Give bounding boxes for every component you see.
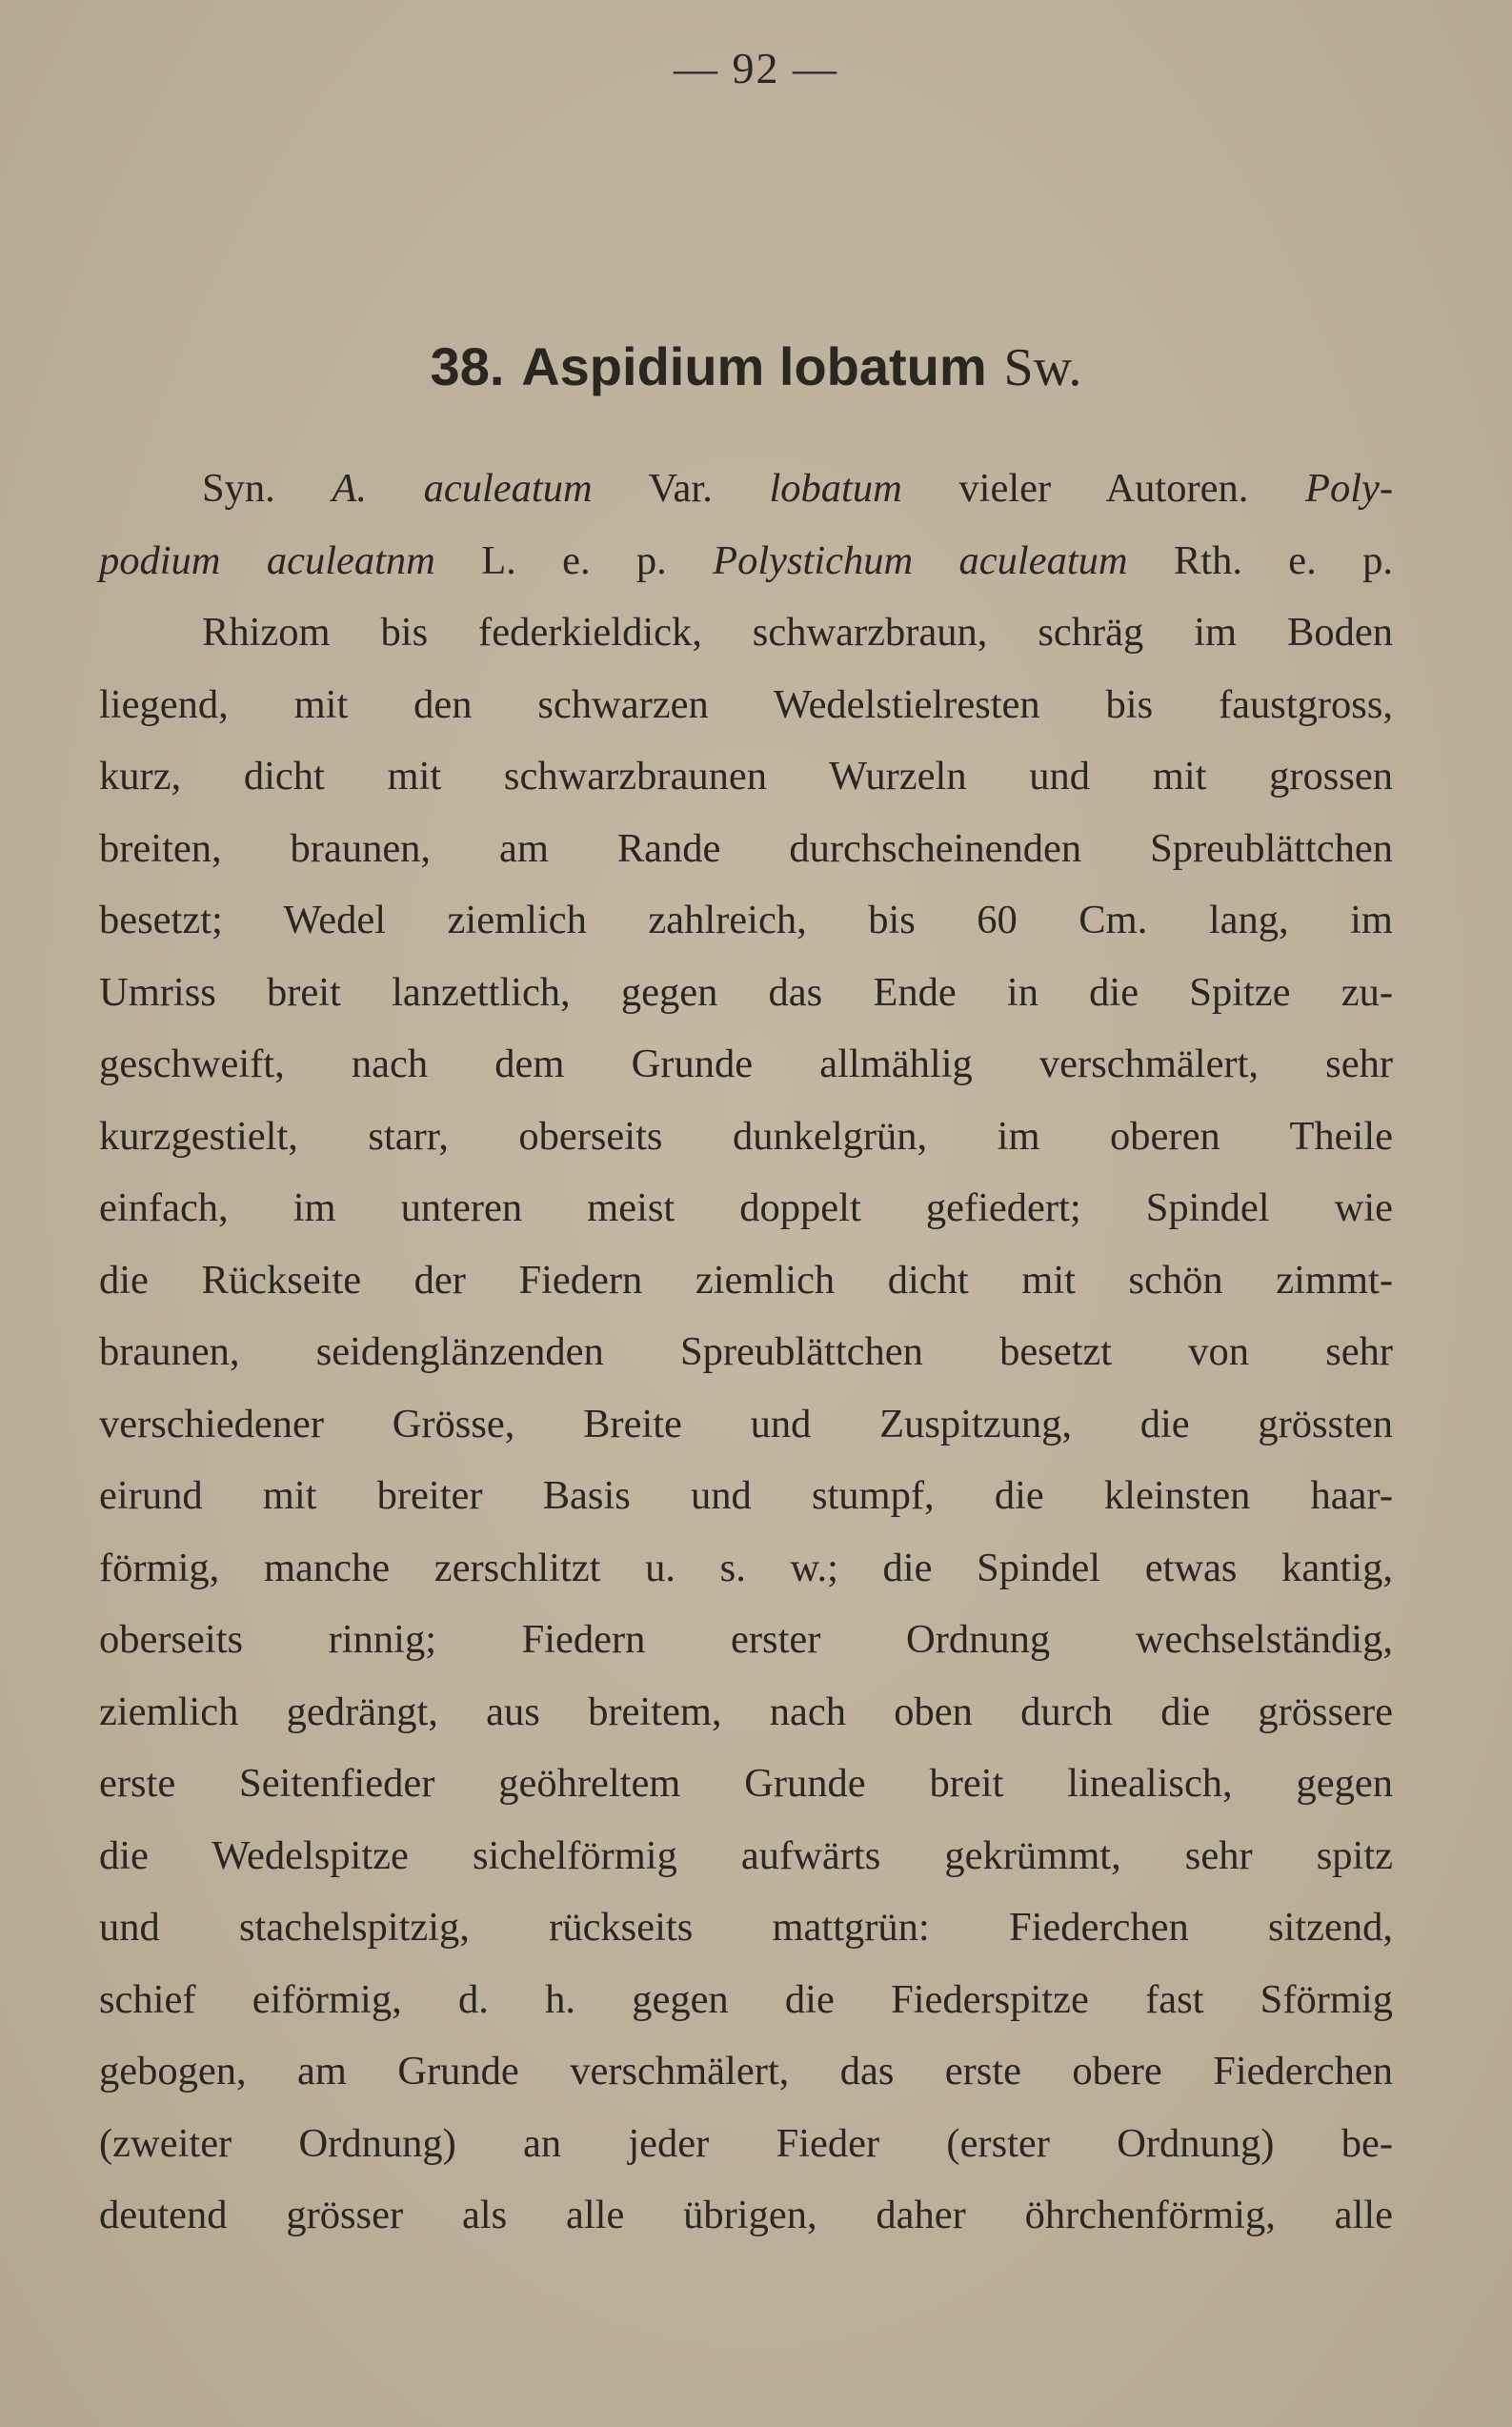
text-line: deutend grösser als alle übrigen, daher öhrchenförmig, alle: [99, 2193, 1393, 2237]
text-line: Umriss breit lanzettlich, gegen das Ende in die Spitze zu-: [99, 969, 1393, 1015]
text-line: erste Seitenfieder geöhreltem Grunde breit linealisch, gegen: [99, 1761, 1393, 1806]
synonym-plain: vieler Autoren.: [958, 466, 1249, 511]
text-line: ziemlich gedrängt, aus breitem, nach oben durch die grössere: [99, 1689, 1393, 1734]
text-line: gebogen, am Grunde verschmälert, das erste obere Fiederchen: [99, 2049, 1393, 2093]
synonym-italic: podium aculeatnm: [99, 537, 435, 583]
text-line: breiten, braunen, am Rande durchscheinenden Spreublättchen: [99, 825, 1393, 871]
text-line: braunen, seidenglänzenden Spreublättchen besetzt von sehr: [99, 1329, 1393, 1374]
synonym-line-1: [99, 453, 1393, 525]
text-line: schief eiförmig, d. h. gegen die Fiederspitze fast Sförmig: [99, 1976, 1393, 2022]
text-line: die Wedelspitze sichelförmig aufwärts gekrümmt, sehr spitz: [99, 1832, 1393, 1878]
body-text: [99, 453, 1393, 2252]
text-line: die Rückseite der Fiedern ziemlich dicht mit schön zimmt-: [99, 1257, 1393, 1303]
page-number: — 92 —: [674, 44, 838, 92]
synonym-italic: A. aculeatum: [332, 466, 593, 511]
text-line: geschweift, nach dem Grunde allmählig verschmälert, sehr: [99, 1042, 1393, 1086]
text-line: besetzt; Wedel ziemlich zahlreich, bis 60 Cm. lang, im: [99, 898, 1393, 942]
text-line: Rhizom bis federkieldick, schwarzbraun, schräg im Boden: [202, 610, 1393, 655]
text-line: verschiedener Grösse, Breite und Zuspitzung, die grössten: [99, 1401, 1393, 1446]
synonym-plain: L. e. p.: [481, 537, 667, 583]
text-line: förmig, manche zerschlitzt u. s. w.; die Spindel etwas kantig,: [99, 1545, 1393, 1590]
synonym-italic: lobatum: [769, 466, 902, 511]
synonym-line-2: [99, 525, 1393, 597]
text-line: kurz, dicht mit schwarzbraunen Wurzeln und mit grossen: [99, 754, 1393, 799]
synonym-italic: Poly-: [1305, 466, 1394, 511]
section-heading: [0, 334, 1512, 401]
text-line: liegend, mit den schwarzen Wedelstielresten bis faustgross,: [99, 681, 1393, 727]
heading-species: Aspidium lobatum: [521, 336, 987, 396]
heading-number: 38.: [430, 336, 505, 396]
text-line: und stachelspitzig, rückseits mattgrün: Fiederchen sitzend,: [99, 1905, 1393, 1950]
synonym-plain: Var.: [648, 466, 713, 511]
text-line: kurzgestielt, starr, oberseits dunkelgrün, im oberen Theile: [99, 1113, 1393, 1159]
synonym-plain: Rth. e. p.: [1173, 537, 1393, 583]
text-line: einfach, im unteren meist doppelt gefiedert; Spindel wie: [99, 1185, 1393, 1230]
synonym-italic: Polystichum aculeatum: [713, 537, 1128, 583]
text-line: oberseits rinnig; Fiedern erster Ordnung wechselständig,: [99, 1617, 1393, 1662]
text-line: eirund mit breiter Basis und stumpf, die kleinsten haar-: [99, 1473, 1393, 1518]
text-line: (zweiter Ordnung) an jeder Fieder (erster Ordnung) be-: [99, 2120, 1393, 2166]
heading-author: Sw.: [1003, 338, 1082, 397]
synonym-plain: Syn.: [202, 466, 275, 511]
